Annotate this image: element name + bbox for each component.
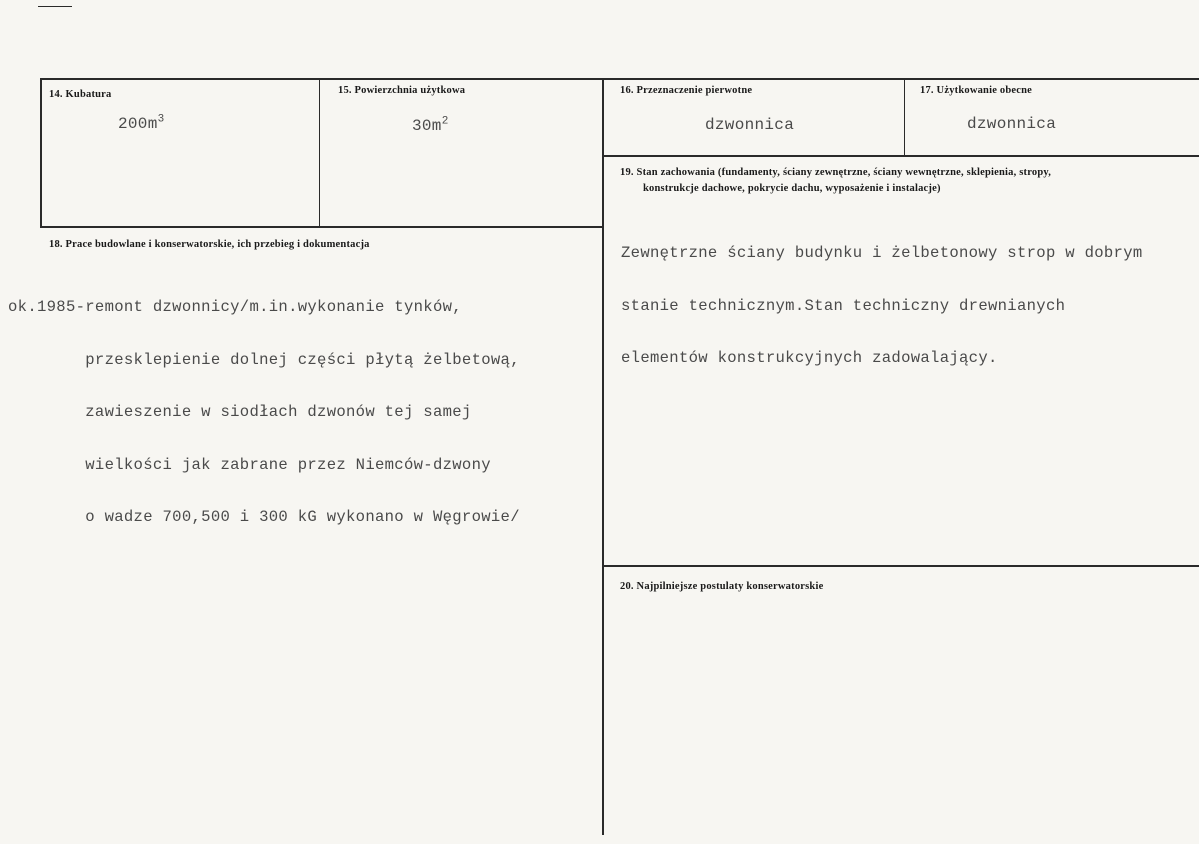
area-value: 30m <box>412 117 442 135</box>
divider-16-17 <box>904 79 905 157</box>
field-14-label: 14. Kubatura <box>49 89 112 100</box>
field-18-text <box>8 264 520 562</box>
field-15-label: 15. Powierzchnia użytkowa <box>338 85 466 96</box>
field-17-label: 17. Użytkowanie obecne <box>920 85 1033 96</box>
rule-under-19 <box>603 565 1199 567</box>
text-line: elementów konstrukcyjnych zadowalający. <box>621 349 998 367</box>
cubature-exponent: 3 <box>157 113 165 126</box>
field-16-value: dzwonnica <box>705 116 795 134</box>
top-rule <box>40 78 1199 80</box>
field-19-label-line2: konstrukcje dachowe, pokrycie dachu, wyposażenie i instalacje) <box>643 183 941 194</box>
field-14-value <box>118 113 165 134</box>
text-line: ok.1985-remont dzwonnicy/m.in.wykonanie tynków, <box>8 298 462 316</box>
area-exponent: 2 <box>441 115 449 128</box>
text-line: Zewnętrzne ściany budynku i żelbetonowy strop w dobrym <box>621 244 1143 262</box>
left-border <box>40 78 42 228</box>
field-18-label: 18. Prace budowlane i konserwatorskie, ich przebieg i dokumentacja <box>49 239 370 250</box>
field-16-label: 16. Przeznaczenie pierwotne <box>620 85 753 96</box>
field-19-label-line1: 19. Stan zachowania (fundamenty, ściany zewnętrzne, ściany wewnętrzne, sklepienia, stropy, <box>620 167 1052 178</box>
cubature-value: 200m <box>118 115 158 133</box>
rule-under-16-17 <box>603 155 1199 157</box>
field-19-text <box>621 210 1143 403</box>
text-line: wielkości jak zabrane przez Niemców-dzwony <box>8 455 491 474</box>
field-17-value: dzwonnica <box>967 115 1057 133</box>
field-20-label: 20. Najpilniejsze postulaty konserwatorskie <box>620 581 824 592</box>
corner-mark <box>38 6 72 7</box>
field-15-value <box>412 115 449 136</box>
divider-14-15 <box>319 79 320 227</box>
text-line: o wadze 700,500 i 300 kG wykonano w Węgrowie/ <box>8 508 520 526</box>
text-line: stanie technicznym.Stan techniczny drewnianych <box>621 296 1066 315</box>
rule-under-14-15 <box>40 226 603 228</box>
main-divider <box>602 79 604 835</box>
text-line: przesklepienie dolnej części płytą żelbetową, <box>8 350 520 369</box>
text-line: zawieszenie w siodłach dzwonów tej samej <box>8 403 472 421</box>
